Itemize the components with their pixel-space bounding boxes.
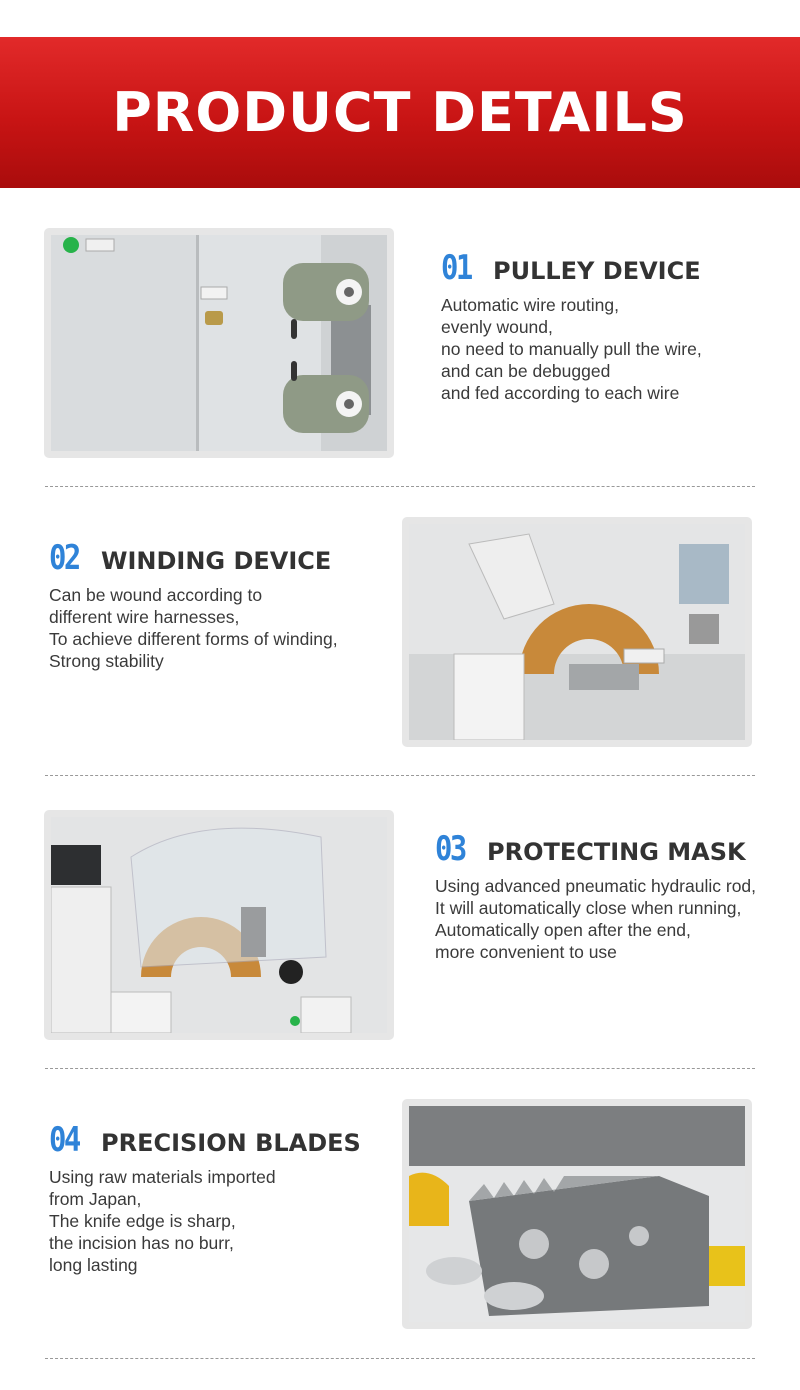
description-line: from Japan, [49, 1189, 142, 1209]
section-description [49, 584, 338, 672]
description-line: Automatic wire routing, [441, 295, 619, 315]
header-banner [0, 37, 800, 188]
description-line: different wire harnesses, [49, 607, 240, 627]
description-line: Using advanced pneumatic hydraulic rod, [435, 876, 757, 896]
section-number: 01 [441, 248, 471, 288]
section-title: PULLEY DEVICE [493, 257, 701, 285]
description-line: and fed according to each wire [441, 383, 680, 403]
pulley-device-photo [44, 228, 394, 458]
precision-blades-photo [402, 1099, 752, 1329]
section-number: 02 [49, 538, 79, 578]
section-number: 03 [435, 829, 465, 869]
section-divider [45, 486, 755, 487]
section-pulley-device [441, 248, 702, 404]
description-line: Using raw materials imported [49, 1167, 276, 1187]
description-line: the incision has no burr, [49, 1233, 234, 1253]
protecting-mask-photo [44, 810, 394, 1040]
section-description [441, 294, 702, 404]
section-number: 04 [49, 1120, 79, 1160]
section-title: PROTECTING MASK [487, 838, 746, 866]
section-description [435, 875, 756, 963]
description-line: more convenient to use [435, 942, 617, 962]
section-divider [45, 775, 755, 776]
description-line: It will automatically close when running, [435, 898, 742, 918]
section-divider [45, 1068, 755, 1069]
section-divider [45, 1358, 755, 1359]
page-title: PRODUCT DETAILS [112, 81, 688, 144]
section-title: WINDING DEVICE [101, 547, 332, 575]
description-line: The knife edge is sharp, [49, 1211, 236, 1231]
description-line: long lasting [49, 1255, 138, 1275]
description-line: Can be wound according to [49, 585, 263, 605]
section-description [49, 1166, 361, 1276]
description-line: evenly wound, [441, 317, 553, 337]
description-line: no need to manually pull the wire, [441, 339, 702, 359]
section-title: PRECISION BLADES [101, 1129, 361, 1157]
description-line: and can be debugged [441, 361, 611, 381]
section-precision-blades [49, 1120, 361, 1276]
section-winding-device [49, 538, 338, 672]
description-line: Automatically open after the end, [435, 920, 691, 940]
winding-device-photo [402, 517, 752, 747]
section-protecting-mask [435, 829, 756, 963]
description-line: Strong stability [49, 651, 164, 671]
description-line: To achieve different forms of winding, [49, 629, 338, 649]
